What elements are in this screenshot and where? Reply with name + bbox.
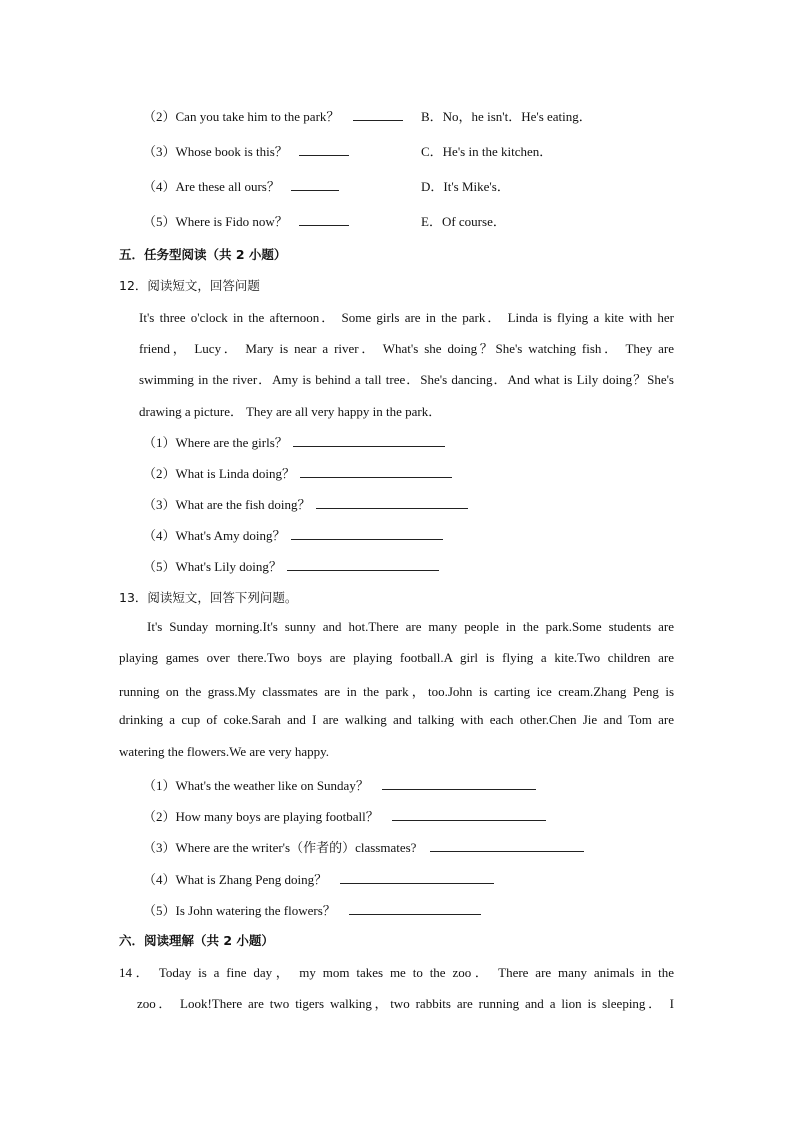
question-text: （4）What's Amy doing？ [143, 528, 286, 543]
q13-passage-line: watering the flowers.We are very happy. [119, 744, 329, 759]
q14-passage-line: zoo． Look!There are two tigers walking，two rabbits are running and a lion is sleeping． I [137, 996, 674, 1011]
answer-blank[interactable] [293, 434, 445, 447]
answer-blank[interactable] [291, 527, 443, 540]
q13-question-2 [143, 806, 546, 825]
q12-passage-line: drawing a picture． They are all very happy in the park． [139, 404, 442, 419]
q13-passage-line: drinking a cup of coke.Sarah and I are walking and talking with each other.Chen Jie and Tom are [119, 712, 674, 727]
answer-blank[interactable] [300, 465, 452, 478]
match-question-4 [143, 176, 339, 195]
q12-passage-line: friend， Lucy． Mary is near a river． What's she doing？She's watching fish． They are [139, 341, 674, 356]
answer-blank[interactable] [349, 902, 481, 915]
answer-blank[interactable] [299, 143, 349, 156]
answer-blank[interactable] [430, 839, 584, 852]
q13-passage-line: playing games over there.Two boys are playing football.A girl is flying a kite.Two children are [119, 650, 674, 665]
q13-question-5 [143, 900, 481, 919]
q13-passage-line: It's Sunday morning.It's sunny and hot.There are many people in the park.Some students are [147, 619, 674, 634]
match-option-d: D．It's Mike's． [421, 179, 510, 194]
question-text: （3）What are the fish doing？ [143, 497, 311, 512]
question-text: （1）What's the weather like on Sunday？ [143, 778, 369, 793]
match-option-c: C．He's in the kitchen． [421, 144, 553, 159]
question-text: （4）Are these all ours？ [143, 179, 280, 194]
q12-title: 12．阅读短文，回答问题 [119, 278, 260, 293]
question-text: （2）Can you take him to the park？ [143, 109, 340, 124]
question-text: （5）Where is Fido now？ [143, 214, 288, 229]
question-text: （2）What is Linda doing？ [143, 466, 296, 481]
q12-question-4 [143, 525, 443, 544]
question-text: （4）What is Zhang Peng doing？ [143, 872, 328, 887]
question-text: （3）Whose book is this？ [143, 144, 288, 159]
answer-blank[interactable] [340, 871, 494, 884]
match-option-b: B．No，he isn't．He's eating． [421, 109, 592, 124]
question-text: （5）Is John watering the flowers？ [143, 903, 336, 918]
q14-passage-line: 14． Today is a fine day， my mom takes me to the zoo． There are many animals in the [119, 965, 674, 980]
match-option-e: E．Of course． [421, 214, 506, 229]
q13-title: 13．阅读短文，回答下列问题。 [119, 590, 298, 605]
match-question-2 [143, 106, 403, 125]
answer-blank[interactable] [353, 108, 403, 121]
q12-passage-line: swimming in the river．Amy is behind a tall tree．She's dancing．And what is Lily doing？She's [139, 372, 674, 387]
q13-question-3 [143, 837, 584, 856]
question-text: （1）Where are the girls？ [143, 435, 288, 450]
q13-passage-line: running on the grass.My classmates are in the park，too.John is carting ice cream.Zhang Peng is [119, 684, 674, 699]
match-question-3 [143, 141, 349, 160]
q12-question-2 [143, 463, 452, 482]
match-question-5 [143, 211, 349, 230]
question-text: （5）What's Lily doing？ [143, 559, 282, 574]
answer-blank[interactable] [299, 213, 349, 226]
q13-question-4 [143, 869, 494, 888]
answer-blank[interactable] [382, 777, 536, 790]
section-heading-6: 六．阅读理解（共 2 小题） [119, 933, 274, 948]
answer-blank[interactable] [316, 496, 468, 509]
q12-question-1 [143, 432, 445, 451]
question-text: （2）How many boys are playing football？ [143, 809, 379, 824]
q13-question-1 [143, 775, 536, 794]
section-heading-5: 五．任务型阅读（共 2 小题） [119, 247, 287, 262]
q12-question-3 [143, 494, 468, 513]
answer-blank[interactable] [392, 808, 546, 821]
q12-question-5 [143, 556, 439, 575]
q12-passage-line: It's three o'clock in the afternoon． Some girls are in the park． Linda is flying a kite with her [139, 310, 674, 325]
question-text: （3）Where are the writer's（作者的）classmates? [143, 840, 417, 855]
answer-blank[interactable] [287, 558, 439, 571]
answer-blank[interactable] [291, 178, 339, 191]
